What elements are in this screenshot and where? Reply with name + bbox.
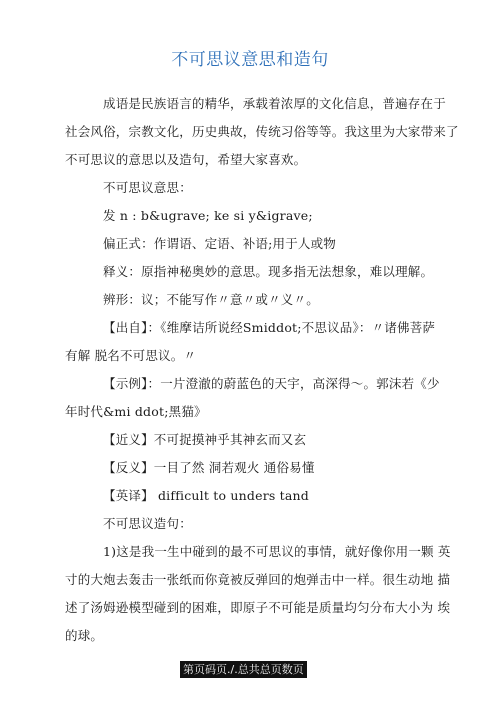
sentences-heading: 不可思议造句： [103, 516, 192, 531]
distinguish-line: 辨形：议；不能写作〃意〃或〃义〃。 [103, 292, 319, 307]
intro-line-1: 成语是民族语言的精华，承载着浓厚的文化信息，普遍存在于 [103, 96, 446, 111]
definition-line: 释义：原指神秘奥妙的意思。现多指无法想象，难以理解。 [103, 264, 434, 279]
antonym-line: 【反义】一目了然 洞若观火 通俗易懂 [103, 460, 315, 475]
document-title: 不可思议意思和造句 [171, 50, 329, 70]
sentence-1-line-1: 1)这是我一生中碰到的最不可思议的事情，就好像你用一颗 英 [103, 544, 451, 559]
sentence-1-line-4: 的球。 [65, 628, 104, 643]
intro-line-2: 社会风俗，宗教文化，历史典故，传统习俗等等。我这里为大家带来了 [65, 124, 459, 139]
source-line-1: 【出自】：《维摩诘所说经Smiddot;不思议品》：〃诸佛菩萨 [103, 320, 436, 335]
meaning-heading: 不可思议意思： [103, 180, 192, 195]
example-line-2: 年时代&mi ddot;黑猫》 [65, 404, 207, 419]
sentence-1-line-3: 述了汤姆逊模型碰到的困难，即原子不可能是质量均匀分布大小为 埃 [65, 600, 451, 615]
structure-line: 偏正式：作谓语、定语、补语;用于人或物 [103, 236, 337, 251]
synonym-line: 【近义】不可捉摸神乎其神玄而又玄 [103, 432, 307, 447]
intro-line-3: 不可思议的意思以及造句，希望大家喜欢。 [65, 152, 307, 167]
english-line: 【英译】 difficult to unders tand [103, 488, 309, 503]
source-line-2: 有解 脱名不可思议。〃 [65, 348, 197, 363]
pronunciation-line: 发 n : b&ugrave; ke si y&igrave; [103, 208, 313, 223]
page-footer: 第页码页./.总共总页数页 [180, 661, 307, 678]
sentence-1-line-2: 寸的大炮去轰击一张纸而你竟被反弹回的炮弹击中一样。很生动地 描 [65, 572, 451, 587]
example-line-1: 【示例】：一片澄澈的蔚蓝色的天宇，高深得～。郭沫若《少 [103, 376, 440, 391]
